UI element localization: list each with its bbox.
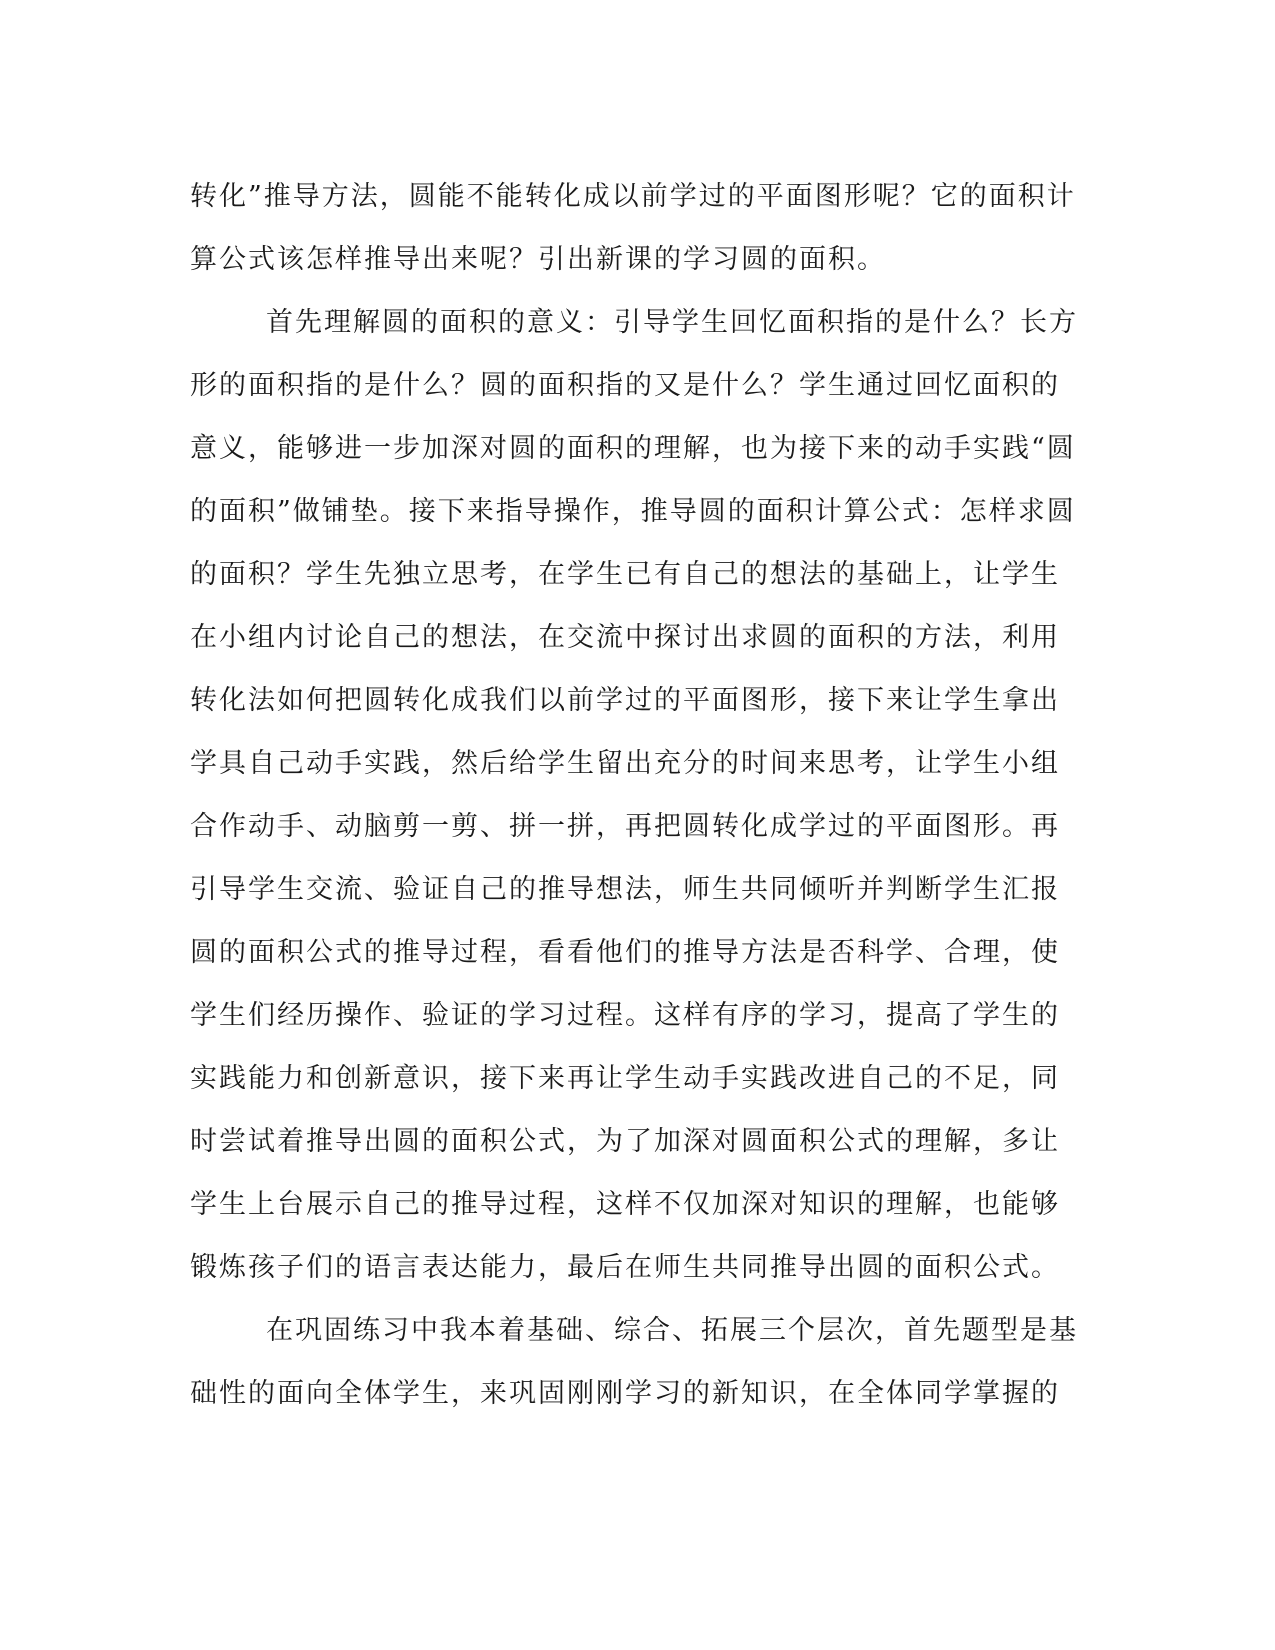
text-line: 锻炼孩子们的语言表达能力，最后在师生共同推导出圆的面积公式。 — [190, 1252, 1060, 1283]
paragraph-start-line: 在巩固练习中我本着基础、综合、拓展三个层次，首先题型是基 — [266, 1315, 1078, 1346]
paragraph-start-line: 首先理解圆的面积的意义：引导学生回忆面积指的是什么？长方 — [266, 307, 1078, 338]
text-line: 引导学生交流、验证自己的推导想法，师生共同倾听并判断学生汇报 — [190, 874, 1060, 905]
text-line: 算公式该怎样推导出来呢？引出新课的学习圆的面积。 — [190, 244, 886, 275]
text-line: 础性的面向全体学生，来巩固刚刚学习的新知识，在全体同学掌握的 — [190, 1378, 1060, 1409]
text-line: 意义，能够进一步加深对圆的面积的理解，也为接下来的动手实践“圆 — [190, 433, 1076, 464]
text-line: 学生上台展示自己的推导过程，这样不仅加深对知识的理解，也能够 — [190, 1189, 1060, 1220]
text-line: 圆的面积公式的推导过程，看看他们的推导方法是否科学、合理，使 — [190, 937, 1060, 968]
text-line: 学具自己动手实践，然后给学生留出充分的时间来思考，让学生小组 — [190, 748, 1060, 779]
text-line: 实践能力和创新意识，接下来再让学生动手实践改进自己的不足，同 — [190, 1063, 1060, 1094]
text-line: 形的面积指的是什么？圆的面积指的又是什么？学生通过回忆面积的 — [190, 370, 1060, 401]
text-line: 时尝试着推导出圆的面积公式，为了加深对圆面积公式的理解，多让 — [190, 1126, 1060, 1157]
body-text — [190, 165, 1078, 1425]
text-line: 转化”推导方法，圆能不能转化成以前学过的平面图形呢？它的面积计 — [190, 181, 1076, 212]
text-line: 在小组内讨论自己的想法，在交流中探讨出求圆的面积的方法，利用 — [190, 622, 1060, 653]
text-line: 的面积”做铺垫。接下来指导操作，推导圆的面积计算公式：怎样求圆 — [190, 496, 1076, 527]
text-line: 学生们经历操作、验证的学习过程。这样有序的学习，提高了学生的 — [190, 1000, 1060, 1031]
text-line: 合作动手、动脑剪一剪、拼一拼，再把圆转化成学过的平面图形。再 — [190, 811, 1060, 842]
text-line: 转化法如何把圆转化成我们以前学过的平面图形，接下来让学生拿出 — [190, 685, 1060, 716]
text-line: 的面积？学生先独立思考，在学生已有自己的想法的基础上，让学生 — [190, 559, 1060, 590]
